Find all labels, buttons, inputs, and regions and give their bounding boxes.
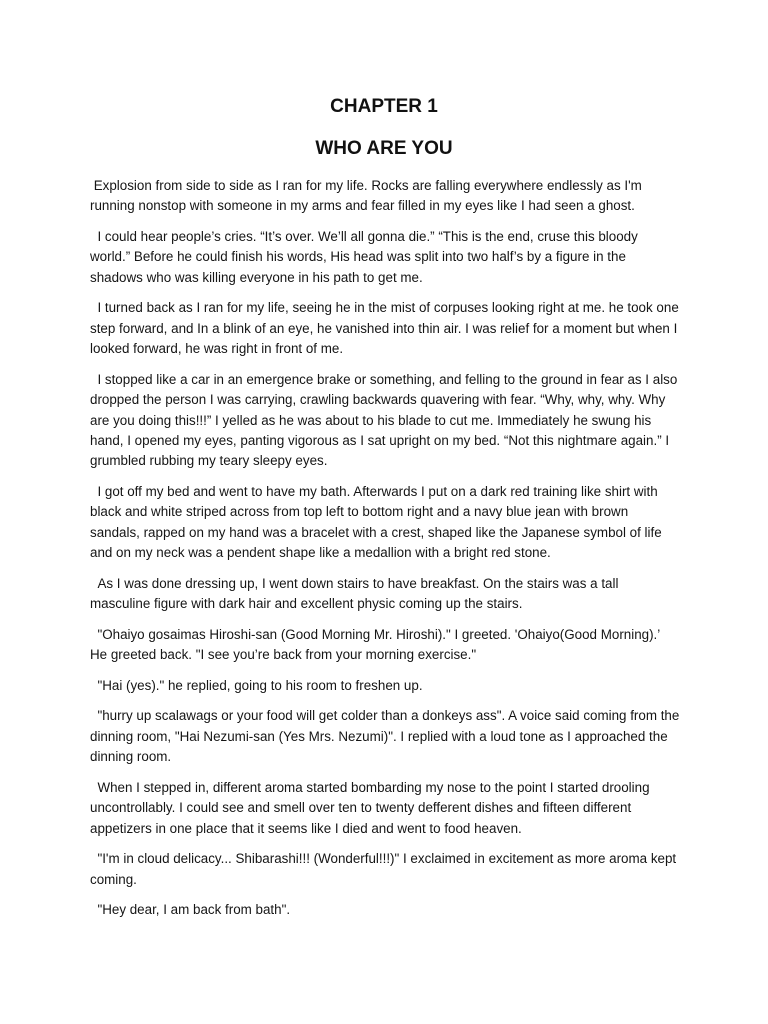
paragraph-11: "I'm in cloud delicacy... Shibarashi!!! (Wonderful!!!)" I exclaimed in excitement as more aroma kept coming.	[90, 851, 680, 887]
paragraph-8: "Hai (yes)." he replied, going to his room to freshen up.	[90, 677, 423, 693]
chapter-title-heading: WHO ARE YOU	[315, 138, 453, 159]
chapter-number-heading: CHAPTER 1	[330, 96, 438, 117]
paragraph-2: I could hear people’s cries. “It’s over. We’ll all gonna die.” “This is the end, cruse this bloody world.” Before he could finish his words, His head was split into two half’s by a figure in the shadows who was killing everyone in his path to get me.	[90, 229, 642, 285]
paragraph-7: "Ohaiyo gosaimas Hiroshi-san (Good Morning Mr. Hiroshi)." I greeted. 'Ohaiyo(Good Morning).’ He greeted back. "I see you’re back from your morning exercise."	[90, 626, 664, 663]
paragraph-1: Explosion from side to side as I ran for my life. Rocks are falling everywhere endlessly as I'm running nonstop with someone in my arms and fear filled in my eyes like I had seen a ghost.	[90, 178, 646, 214]
paragraph-4: I stopped like a car in an emergence brake or something, and felling to the ground in fear as I also dropped the person I was carrying, crawling backwards quavering with fear. “Why, why, why. Why are you doing this!!!” I yelled as he was about to his blade to cut me. Immediately he swung his hand, I opened my eyes, panting vigorous as I sat upright on my bed. “Not this nightmare again.” I grumbled rubbing my teary sleepy eyes.	[90, 371, 682, 469]
paragraph-6: As I was done dressing up, I went down stairs to have breakfast. On the stairs was a tall masculine figure with dark hair and excellent physic coming up the stairs.	[90, 575, 623, 612]
paragraph-9: "hurry up scalawags or your food will get colder than a donkeys ass". A voice said coming from the dinning room, "Hai Nezumi-san (Yes Mrs. Nezumi)". I replied with a loud tone as I approached the dinning room.	[90, 708, 684, 765]
paragraph-3: I turned back as I ran for my life, seeing he in the mist of corpuses looking right at me. he took one step forward, and In a blink of an eye, he vanished into thin air. I was relief for a moment but when I looked forward, he was right in front of me.	[90, 300, 683, 357]
chapter-body	[90, 176, 684, 931]
paragraph-12: "Hey dear, I am back from bath".	[90, 902, 291, 918]
paragraph-5: I got off my bed and went to have my bath. Afterwards I put on a dark red training like shirt with black and white striped across from top left to bottom right and a navy blue jean with brown sandals, rapped on my hand was a bracelet with a crest, shaped like the Japanese symbol of life and on my neck was a pendent shape like a medallion with a bright red stone.	[90, 484, 666, 561]
paragraph-10: When I stepped in, different aroma started bombarding my nose to the point I started drooling uncontrollably. I could see and smell over ten to twenty defferent dishes and fifteen different appetizers in one place that it seems like I died and went to food heaven.	[90, 779, 654, 836]
